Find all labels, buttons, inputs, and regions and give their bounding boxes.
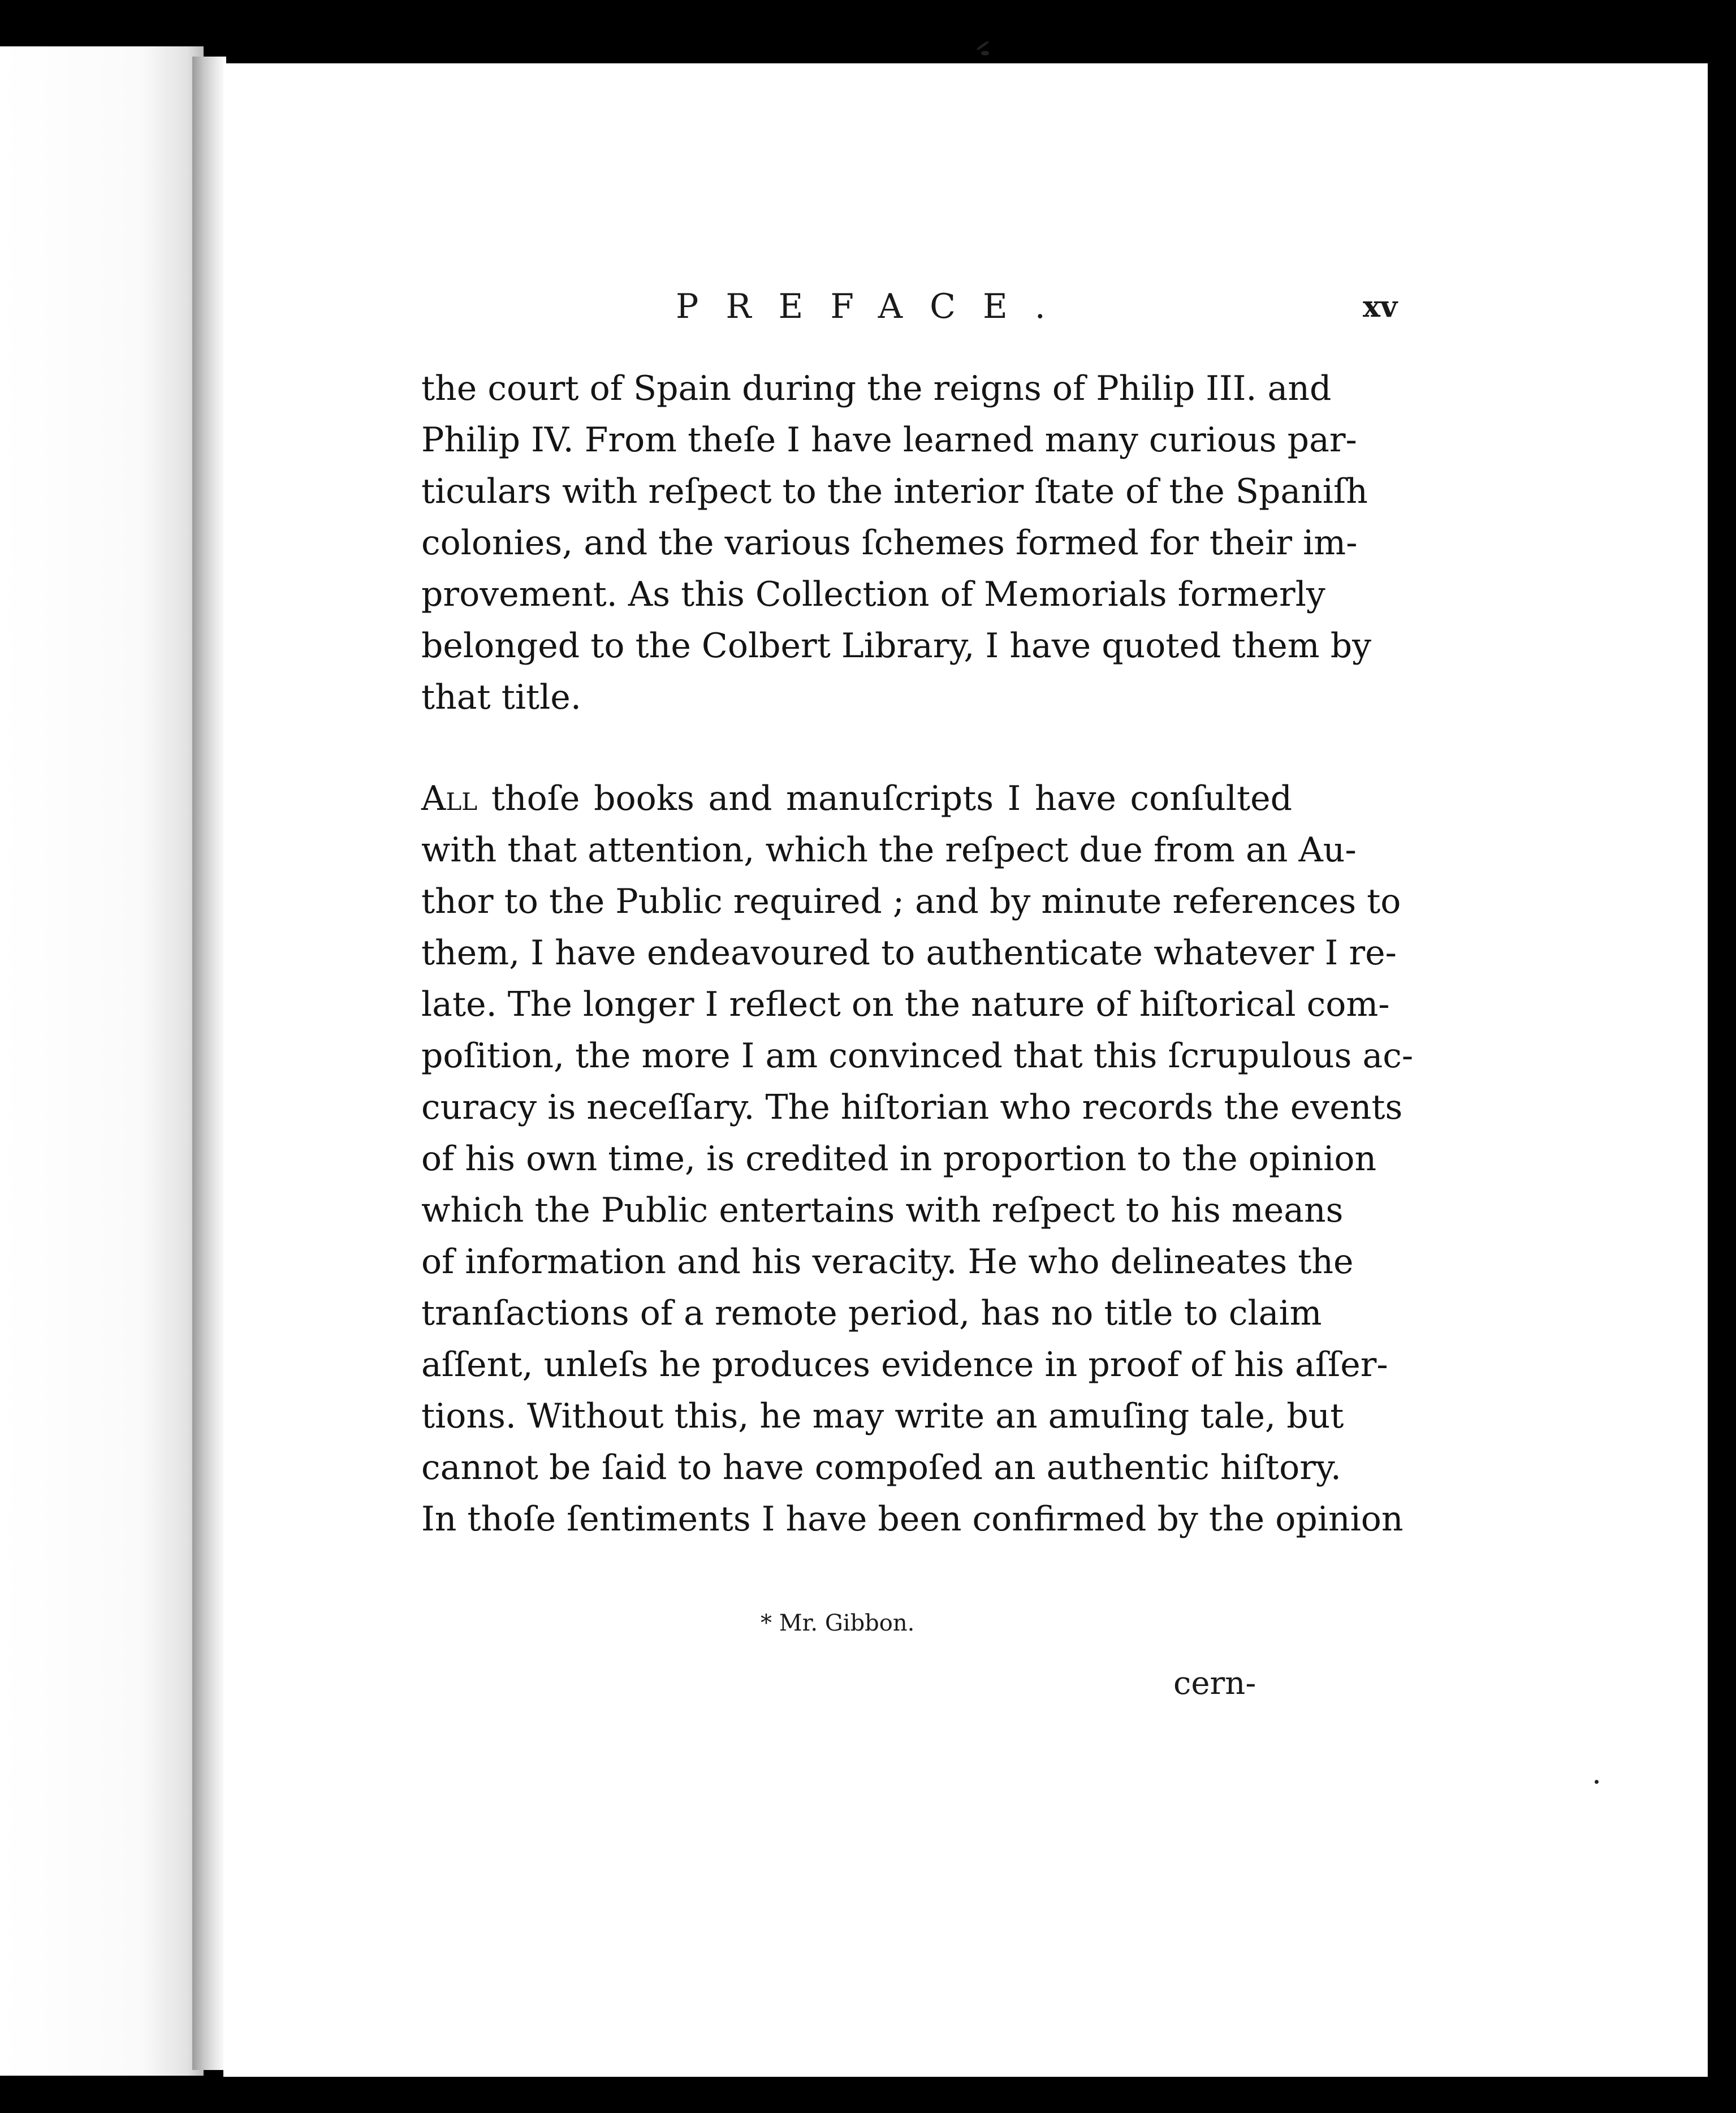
text-line: which the Public entertains with reſpect to his means: [421, 1191, 1344, 1230]
footnote: * Mr. Gibbon.: [761, 1610, 915, 1636]
text-line: cannot be ſaid to have compoſed an authentic hiſtory.: [421, 1448, 1341, 1487]
text-line: provement. As this Collection of Memorials formerly: [421, 575, 1325, 614]
text-line: colonies, and the various ſchemes formed for their im-: [421, 523, 1358, 563]
text-line: that title.: [421, 678, 581, 717]
facing-page-edge: [0, 46, 204, 2076]
ink-speck: [1595, 1780, 1599, 1784]
page-number: xv: [1363, 290, 1398, 324]
paragraph-2: [421, 773, 1414, 1545]
catchword: cern-: [1173, 1665, 1256, 1702]
text-line: tions. Without this, he may write an amuſing tale, but: [421, 1396, 1344, 1436]
text-line: tranſactions of a remote period, has no title to claim: [421, 1293, 1322, 1333]
text-line: curacy is neceſſary. The hiſtorian who records the events: [421, 1088, 1403, 1127]
text-line: Philip IV. From theſe I have learned many curious par-: [421, 420, 1357, 460]
paragraph-1: [421, 363, 1372, 723]
text-line: ticulars with reſpect to the interior ſtate of the Spaniſh: [421, 472, 1368, 511]
text-line: them, I have endeavoured to authenticate whatever I re-: [421, 933, 1397, 973]
text-line: the court of Spain during the reigns of Philip III. and: [421, 369, 1332, 408]
text-line-first: [421, 773, 1292, 825]
running-head: PREFACE.: [676, 287, 1073, 326]
text-line: belonged to the Colbert Library, I have quoted them by: [421, 626, 1372, 666]
text-line: of information and his veracity. He who delineates the: [421, 1242, 1354, 1282]
text-line: poſition, the more I am convinced that this ſcrupulous ac-: [421, 1036, 1414, 1076]
text-line: In thoſe ſentiments I have been confirmed by the opinion: [421, 1499, 1404, 1539]
first-line-rest: thoſe books and manuſcripts I have conſulted: [491, 779, 1292, 818]
book-page: [223, 63, 1708, 2077]
text-line: late. The longer I reflect on the nature of hiſtorical com-: [421, 985, 1390, 1024]
text-line: thor to the Public required ; and by minute references to: [421, 882, 1401, 921]
book-gutter-shadow: [192, 57, 226, 2070]
text-line: aſſent, unleſs he produces evidence in proof of his aſſer-: [421, 1345, 1388, 1385]
ink-speck: [976, 40, 990, 51]
text-line: of his own time, is credited in proportion to the opinion: [421, 1139, 1377, 1179]
text-line: with that attention, which the reſpect due from an Au-: [421, 830, 1357, 870]
ink-speck: [981, 51, 989, 55]
opening-word: All: [421, 779, 478, 818]
